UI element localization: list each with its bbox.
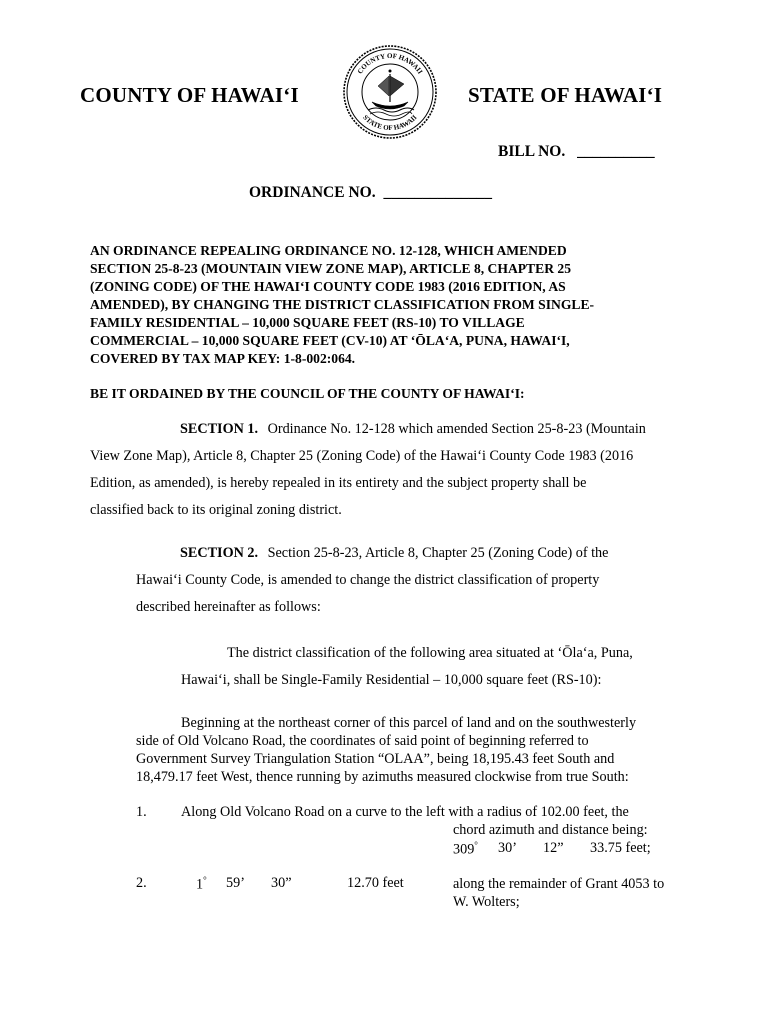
- description-line: side of Old Volcano Road, the coordinates of said point of beginning referred to: [136, 733, 589, 749]
- section-1: [90, 416, 730, 524]
- description-line: Government Survey Triangulation Station “OLAA”, being 18,195.43 feet South and: [136, 751, 615, 767]
- ordinance-number-blank: ______________: [383, 184, 492, 201]
- ordinance-label: ORDINANCE NO.: [249, 184, 376, 201]
- ordinance-title: [90, 242, 730, 368]
- section-2-line: Hawai‘i County Code, is amended to change the district classification of property: [136, 572, 600, 588]
- course-distance: 33.75 feet;: [590, 840, 651, 856]
- bill-number-blank: __________: [577, 143, 655, 160]
- bill-number-line: [498, 143, 655, 161]
- degrees-value: 309: [453, 841, 475, 858]
- course-azimuth-seconds: 30”: [271, 875, 292, 891]
- course-azimuth-seconds: 12”: [543, 840, 564, 856]
- svg-text:STATE OF HAWAII: [361, 113, 418, 132]
- section-2: [136, 540, 736, 621]
- seal-top-text: COUNTY OF HAWAII: [355, 51, 425, 76]
- title-line: (ZONING CODE) OF THE HAWAI‘I COUNTY CODE 1983 (2016 EDITION, AS: [90, 279, 566, 294]
- section-2-line: described hereinafter as follows:: [136, 599, 321, 615]
- title-line: COMMERCIAL – 10,000 SQUARE FEET (CV-10) AT ‘ŌLA‘A, PUNA, HAWAI‘I,: [90, 333, 570, 348]
- title-line: FAMILY RESIDENTIAL – 10,000 SQUARE FEET (RS-10) TO VILLAGE: [90, 315, 525, 330]
- course-text: Along Old Volcano Road on a curve to the left with a radius of 102.00 feet, the: [181, 804, 629, 820]
- county-heading: COUNTY OF HAWAI‘I: [80, 83, 299, 107]
- degree-symbol: °: [203, 875, 207, 885]
- degrees-value: 1: [196, 876, 204, 893]
- section-1-text: Ordinance No. 12-128 which amended Section 25-8-23 (Mountain: [267, 421, 646, 437]
- section-2-text: Section 25-8-23, Article 8, Chapter 25 (Zoning Code) of the: [267, 545, 609, 561]
- section-1-heading: SECTION 1.: [180, 421, 259, 437]
- ordinance-number-line: [249, 184, 492, 202]
- section-1-line: [90, 416, 730, 443]
- section-1-line: View Zone Map), Article 8, Chapter 25 (Zoning Code) of the Hawai‘i County Code 1983 (2016: [90, 448, 634, 464]
- course-chord-label: chord azimuth and distance being:: [453, 822, 648, 838]
- course-azimuth-degrees: [453, 840, 478, 859]
- section-1-line: Edition, as amended), is hereby repealed in its entirety and the subject property shall be: [90, 475, 587, 491]
- title-line: SECTION 25-8-23 (MOUNTAIN VIEW ZONE MAP), ARTICLE 8, CHAPTER 25: [90, 261, 572, 276]
- course-azimuth-minutes: 30’: [498, 840, 517, 856]
- title-line: AN ORDINANCE REPEALING ORDINANCE NO. 12-128, WHICH AMENDED: [90, 243, 567, 258]
- seal-bottom-text: STATE OF HAWAII: [361, 113, 419, 133]
- degree-symbol: °: [474, 840, 478, 850]
- course-distance: 12.70 feet: [347, 875, 404, 891]
- classification-line: Hawai‘i, shall be Single-Family Residential – 10,000 square feet (RS-10):: [181, 672, 602, 688]
- description-line: Beginning at the northeast corner of this parcel of land and on the southwesterly: [181, 715, 637, 731]
- description-line: 18,479.17 feet West, thence running by azimuths measured clockwise from true South:: [136, 769, 629, 785]
- course-number: 2.: [136, 875, 147, 891]
- course-description-line: W. Wolters;: [453, 894, 520, 910]
- course-description: [453, 875, 664, 911]
- section-1-line: classified back to its original zoning district.: [90, 502, 342, 518]
- seal-emblem-icon: [342, 44, 438, 140]
- title-line: AMENDED), BY CHANGING THE DISTRICT CLASSIFICATION FROM SINGLE-: [90, 297, 595, 312]
- course-description-line: along the remainder of Grant 4053 to: [453, 876, 665, 892]
- property-description: [136, 714, 736, 786]
- title-line: COVERED BY TAX MAP KEY: 1-8-002:064.: [90, 351, 356, 366]
- course-azimuth-degrees: [196, 875, 207, 894]
- classification-line: The district classification of the following area situated at ‘Ōla‘a, Puna,: [227, 645, 633, 661]
- district-classification: [181, 640, 721, 694]
- section-2-heading: SECTION 2.: [180, 545, 259, 561]
- state-heading: STATE OF HAWAI‘I: [468, 83, 663, 107]
- course-number: 1.: [136, 804, 147, 820]
- county-seal: [342, 44, 438, 140]
- section-2-line: [136, 540, 736, 567]
- bill-label: BILL NO.: [498, 143, 566, 160]
- enacting-clause: BE IT ORDAINED BY THE COUNCIL OF THE COUNTY OF HAWAI‘I:: [90, 386, 525, 401]
- course-azimuth-minutes: 59’: [226, 875, 245, 891]
